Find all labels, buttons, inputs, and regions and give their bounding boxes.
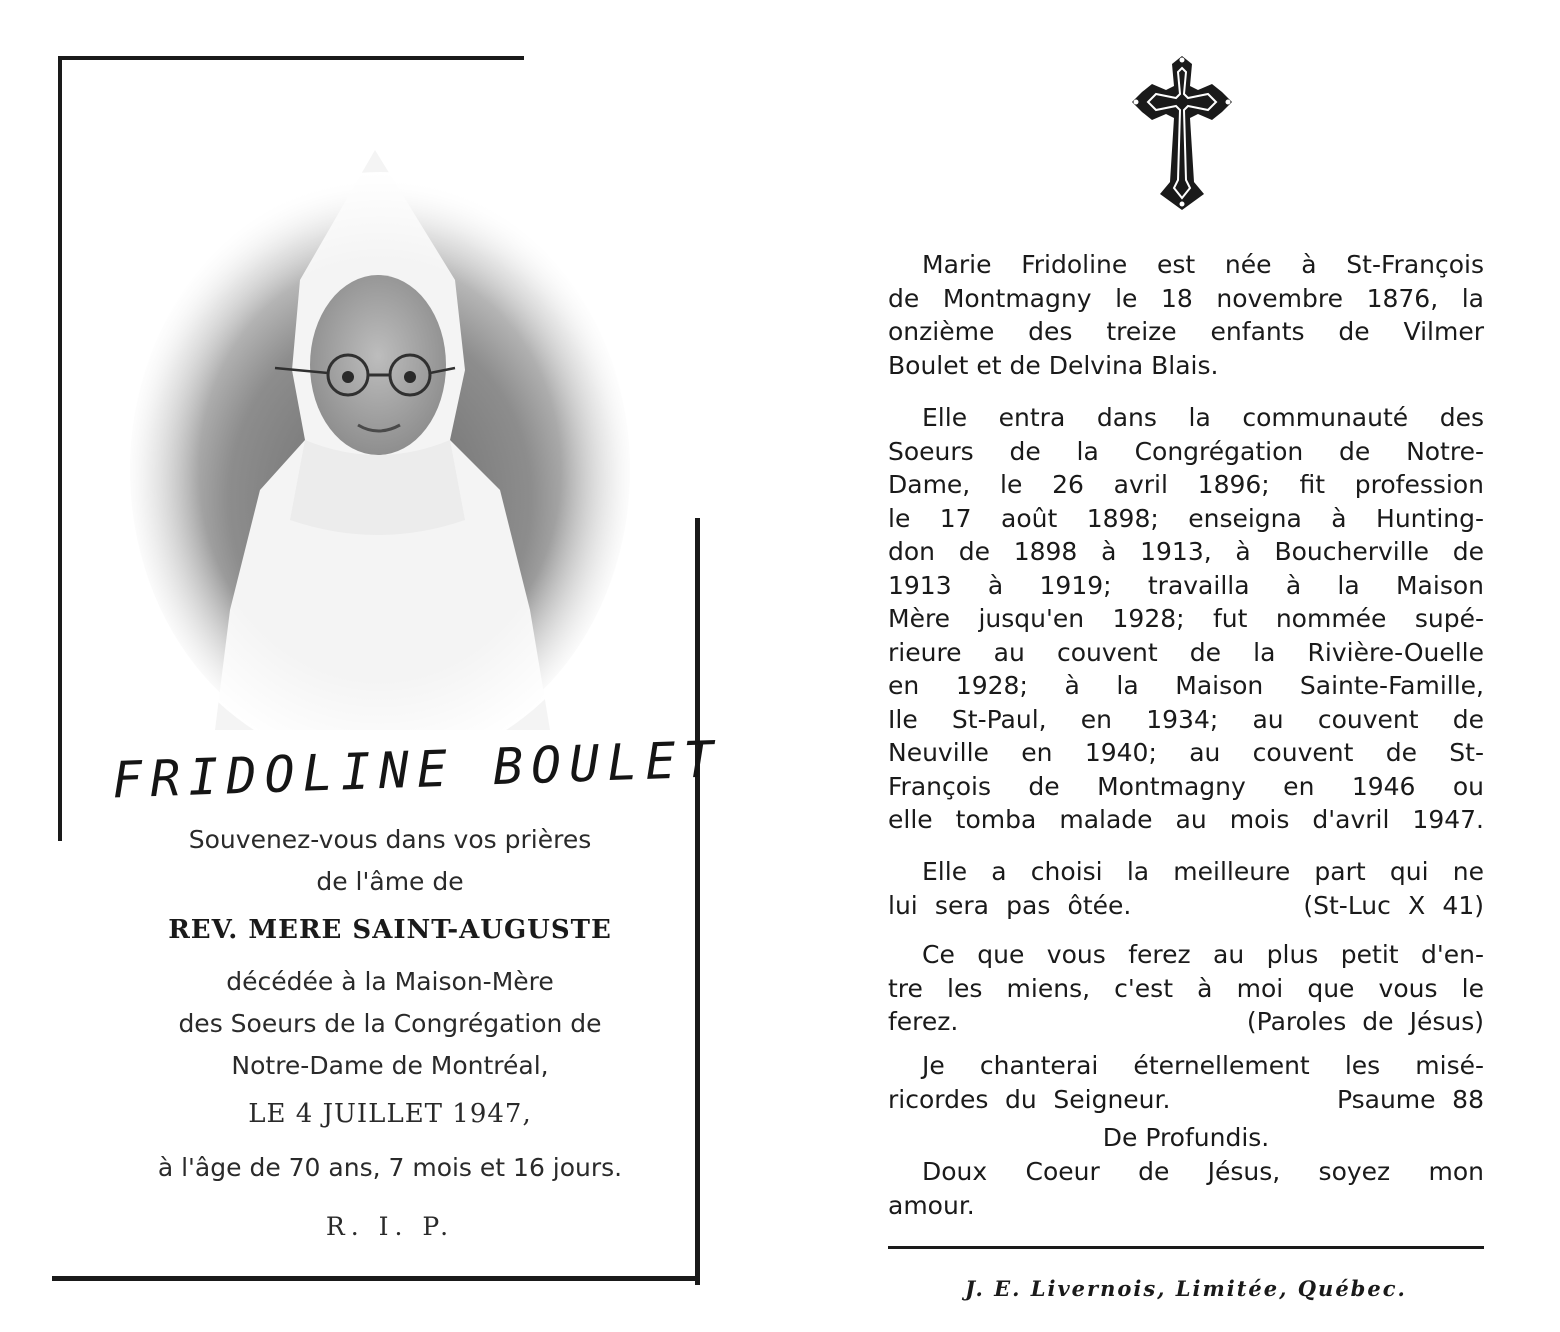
frame-left-border: [58, 56, 62, 841]
portrait-photo: [120, 140, 640, 730]
text-line: en 1928; à la Maison Sainte-Famille,: [888, 671, 1484, 700]
frame-right-border: [695, 518, 700, 1285]
death-date: LE 4 JUILLET 1947,: [248, 1099, 532, 1129]
text-line: ricordes du Seigneur. Psaume 88: [888, 1084, 1484, 1114]
biography-paragraph-birth: [888, 248, 1484, 382]
age-line: à l'âge de 70 ans, 7 mois et 16 jours.: [157, 1153, 623, 1182]
frame-bottom-border: [52, 1276, 700, 1281]
rip-text: R. I. P.: [325, 1212, 455, 1241]
text-line: rieure au couvent de la Rivière-Ouelle: [888, 637, 1484, 667]
text-line: amour.: [888, 1190, 975, 1220]
handwritten-signature: FRIDOLINE BOULET: [111, 730, 723, 810]
text-line: onzième des treize enfants de Vilmer: [888, 317, 1484, 346]
text-line: 1913 à 1919; travailla à la Maison: [888, 570, 1484, 600]
text-line: Elle a choisi la meilleure part qui ne: [922, 857, 1484, 886]
biography-paragraph-career: [888, 401, 1484, 837]
remember-prayer-line: Souvenez-vous dans vos prières: [188, 825, 592, 854]
text-line: Marie Fridoline est née à St-François: [922, 250, 1484, 279]
text-line: François de Montmagny en 1946 ou: [888, 771, 1484, 801]
deceased-name: REV. MERE SAINT-AUGUSTE: [168, 915, 612, 945]
text-line: Doux Coeur de Jésus, soyez mon: [922, 1157, 1484, 1186]
text-line: Soeurs de la Congrégation de Notre-: [888, 436, 1484, 466]
congregation-line: des Soeurs de la Congrégation de: [178, 1009, 602, 1038]
text-line: lui sera pas ôtée. (St-Luc X 41): [888, 890, 1484, 920]
text-line: de Montmagny le 18 novembre 1876, la: [888, 283, 1484, 313]
printer-credit: J. E. Livernois, Limitée, Québec.: [965, 1276, 1407, 1301]
de-profundis: De Profundis.: [1102, 1123, 1270, 1152]
scripture-quote-jesus: [888, 938, 1484, 1039]
text-line: Dame, le 26 avril 1896; fit profession: [888, 470, 1484, 499]
text-line: Ce que vous ferez au plus petit d'en-: [922, 940, 1484, 969]
divider-rule: [888, 1246, 1484, 1249]
cross-icon: [1128, 52, 1236, 214]
text-line: tre les miens, c'est à moi que vous le: [888, 973, 1484, 1003]
text-line: Boulet et de Delvina Blais.: [888, 350, 1219, 380]
closing-prayer: [888, 1155, 1484, 1222]
text-line: don de 1898 à 1913, à Boucherville de: [888, 537, 1484, 566]
scripture-quote-psalm: [888, 1049, 1484, 1116]
city-line: Notre-Dame de Montréal,: [231, 1051, 549, 1080]
death-place-line: décédée à la Maison-Mère: [226, 967, 554, 996]
text-line: ferez. (Paroles de Jésus): [888, 1007, 1484, 1036]
text-line: Neuville en 1940; au couvent de St-: [888, 738, 1484, 767]
frame-top-border: [60, 56, 524, 60]
text-line: elle tomba malade au mois d'avril 1947.: [888, 805, 1484, 834]
text-line: le 17 août 1898; enseigna à Hunting-: [888, 503, 1484, 533]
text-line: Elle entra dans la communauté des: [922, 403, 1484, 432]
text-line: Je chanterai éternellement les misé-: [922, 1051, 1484, 1080]
text-line: Ile St-Paul, en 1934; au couvent de: [888, 704, 1484, 734]
text-line: Mère jusqu'en 1928; fut nommée supé-: [888, 604, 1484, 633]
soul-of-line: de l'âme de: [316, 867, 464, 896]
scripture-quote-luke: [888, 855, 1484, 922]
